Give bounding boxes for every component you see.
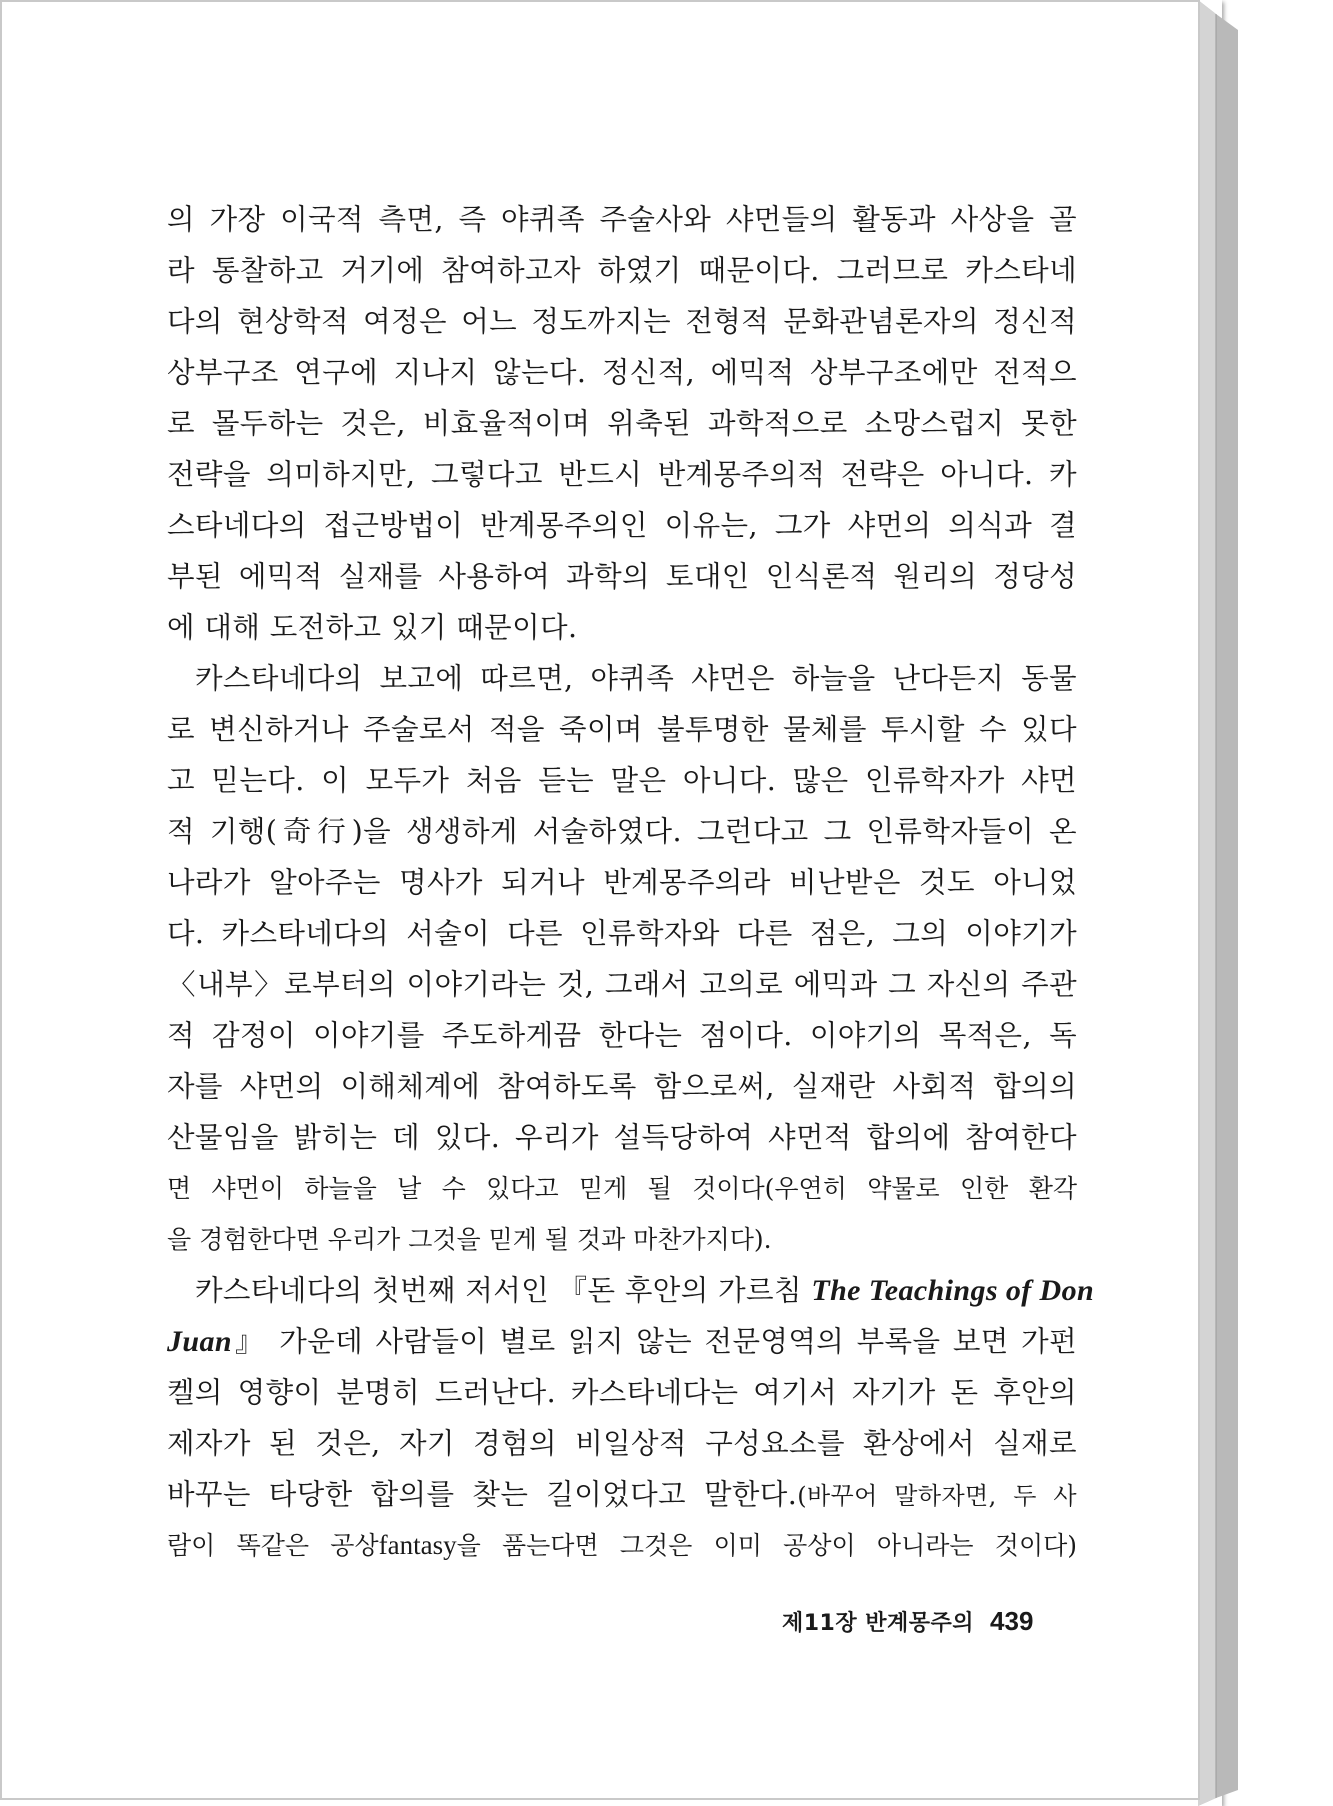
paragraph-2 <box>167 653 1077 1265</box>
english-word: fantasy <box>378 1530 457 1560</box>
text-run: 카스타네다의 첫번째 저서인 『돈 후안의 가르침 <box>195 1274 812 1307</box>
text-line: 부된 에믹적 실재를 사용하여 과학의 토대인 인식론적 원리의 정당성 <box>167 560 1077 593</box>
paragraph-3 <box>167 1265 1095 1571</box>
book-title-english: The Teachings of Don <box>811 1274 1095 1307</box>
text-run-small: (바꾸어 말하자면, 두 사 <box>797 1482 1077 1510</box>
text-line: 로 변신하거나 주술로서 적을 죽이며 불투명한 물체를 투시할 수 있다 <box>167 713 1077 746</box>
text-line <box>167 1316 1077 1367</box>
text-run: 바꾸는 타당한 합의를 찾는 길이었다고 말한다. <box>167 1478 798 1511</box>
text-line: 라 통찰하고 거기에 참여하고자 하였기 때문이다. 그러므로 카스타네 <box>167 254 1077 287</box>
text-run: 』 가운데 사람들이 별로 읽지 않는 전문영역의 부록을 보면 가펀 <box>231 1325 1077 1358</box>
text-line: 제자가 된 것은, 자기 경험의 비일상적 구성요소를 환상에서 실재로 <box>167 1427 1077 1460</box>
text-line: 산물임을 밝히는 데 있다. 우리가 설득당하여 샤먼적 합의에 참여한다 <box>167 1121 1077 1154</box>
text-line <box>167 1469 1077 1520</box>
text-line: 로 몰두하는 것은, 비효율적이며 위축된 과학적으로 소망스럽지 못한 <box>167 407 1077 440</box>
text-line <box>167 1265 1095 1316</box>
text-line: 다의 현상학적 여정은 어느 정도까지는 전형적 문화관념론자의 정신적 <box>167 305 1077 338</box>
book-title-english-cont: Juan <box>167 1325 232 1358</box>
page-edge-highlight <box>1198 0 1216 1806</box>
text-line: 적 감정이 이야기를 주도하게끔 한다는 점이다. 이야기의 목적은, 독 <box>167 1019 1077 1052</box>
text-line: 을 경험한다면 우리가 그것을 믿게 될 것과 마찬가지다). <box>167 1225 772 1254</box>
text-line: 고 믿는다. 이 모두가 처음 듣는 말은 아니다. 많은 인류학자가 샤먼 <box>167 764 1077 797</box>
text-line: 면 샤먼이 하늘을 날 수 있다고 믿게 될 것이다(우연히 약물로 인한 환각 <box>167 1174 1077 1203</box>
page-footer <box>782 1606 1033 1637</box>
text-line: 나라가 알아주는 명사가 되거나 반계몽주의라 비난받은 것도 아니었 <box>167 866 1077 899</box>
paragraph-1 <box>167 194 1077 653</box>
text-line: 에 대해 도전하고 있기 때문이다. <box>167 611 578 644</box>
text-line: 켈의 영향이 분명히 드러난다. 카스타네다는 여기서 자기가 돈 후안의 <box>167 1376 1077 1409</box>
text-line: 〈내부〉로부터의 이야기라는 것, 그래서 고의로 에믹과 그 자신의 주관 <box>167 968 1077 1001</box>
text-line: 다. 카스타네다의 서술이 다른 인류학자와 다른 점은, 그의 이야기가 <box>167 917 1077 950</box>
page-edge-stack <box>1198 0 1238 1806</box>
text-run: 람이 똑같은 공상 <box>167 1531 379 1560</box>
text-line: 스타네다의 접근방법이 반계몽주의인 이유는, 그가 샤먼의 의식과 결 <box>167 509 1077 542</box>
page-number: 439 <box>990 1606 1034 1636</box>
text-run: 을 품는다면 그것은 이미 공상이 아니라는 것이다) <box>456 1531 1077 1560</box>
text-line: 적 기행(奇行)을 생생하게 서술하였다. 그런다고 그 인류학자들이 온 <box>167 815 1077 848</box>
text-line: 의 가장 이국적 측면, 즉 야퀴족 주술사와 샤먼들의 활동과 사상을 골 <box>167 203 1077 236</box>
text-line: 자를 샤먼의 이해체계에 참여하도록 함으로써, 실재란 사회적 합의의 <box>167 1070 1077 1103</box>
text-line: 전략을 의미하지만, 그렇다고 반드시 반계몽주의적 전략은 아니다. 카 <box>167 458 1077 491</box>
chapter-title: 제11장 반계몽주의 <box>782 1611 975 1636</box>
text-line: 카스타네다의 보고에 따르면, 야퀴족 샤먼은 하늘을 난다든지 동물 <box>195 662 1077 695</box>
text-line: 상부구조 연구에 지나지 않는다. 정신적, 에믹적 상부구조에만 전적으 <box>167 356 1077 389</box>
text-line <box>167 1520 1077 1571</box>
body-text <box>167 194 1095 1571</box>
